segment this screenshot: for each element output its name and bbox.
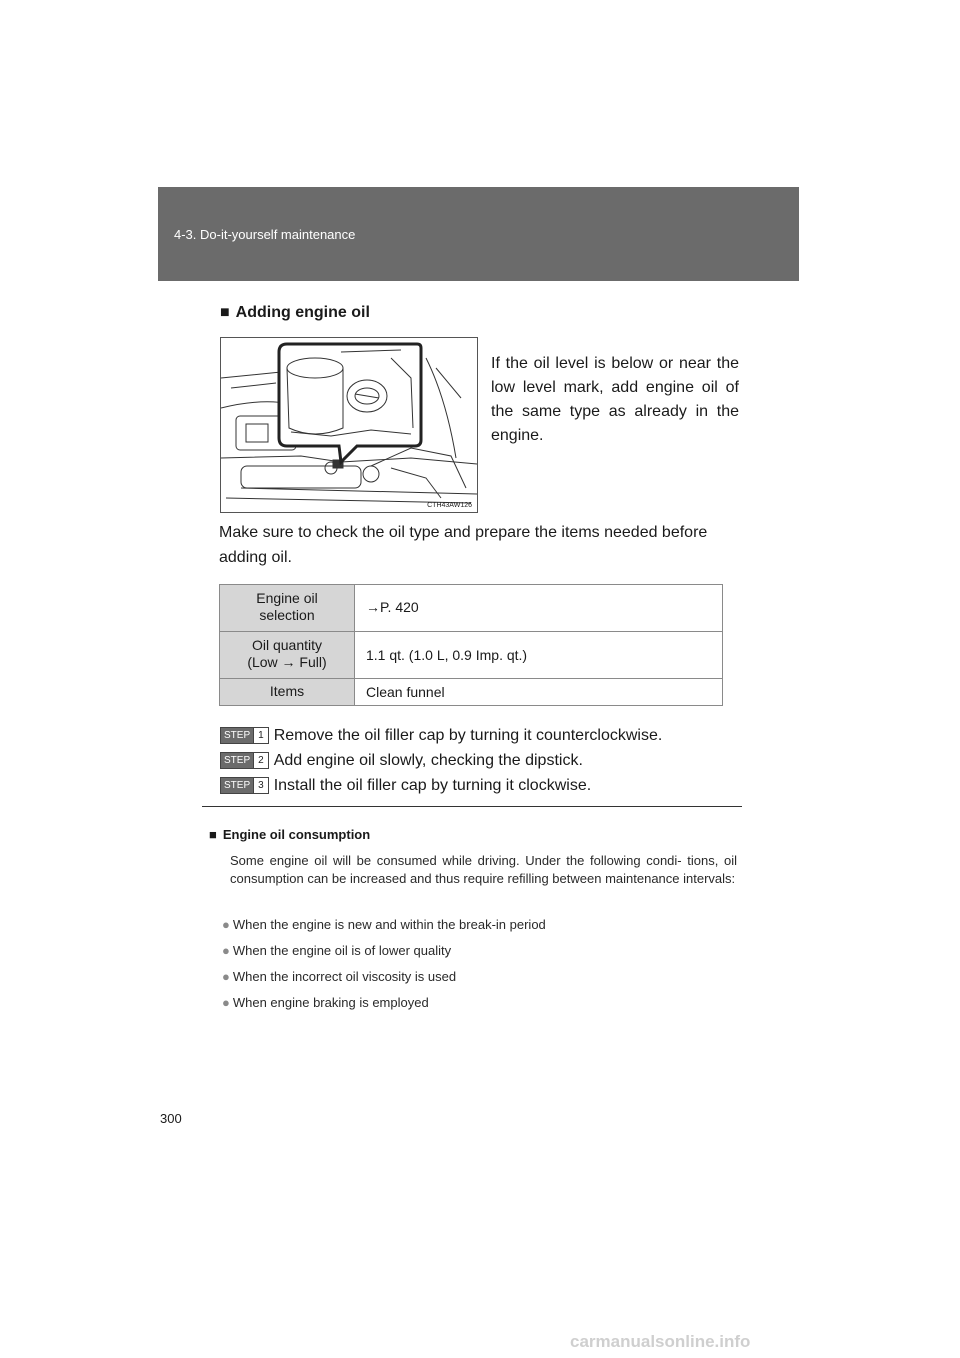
list-item — [222, 995, 429, 1010]
step-badge — [220, 727, 269, 744]
table-row — [220, 585, 723, 632]
engine-illustration — [220, 337, 478, 513]
step-2 — [220, 751, 583, 771]
row-label — [220, 585, 355, 632]
intro-paragraph: If the oil level is below or near the low level mark, add engine oil of the same type as already in the engine. — [491, 355, 739, 444]
engine-bay-drawing — [221, 338, 477, 512]
note-square-icon: ■ — [209, 827, 217, 842]
row-label — [220, 679, 355, 706]
section-divider — [202, 806, 742, 807]
section-header-bar — [158, 187, 799, 281]
instruction-paragraph: Make sure to check the oil type and prepare the items needed before adding oil. — [219, 524, 708, 566]
bullet-text: When engine braking is employed — [232, 995, 429, 1010]
bullet-icon: ● — [222, 943, 230, 958]
page-number: 300 — [160, 1111, 182, 1126]
list-item — [222, 943, 451, 958]
bullet-text: When the engine is new and within the break-in period — [232, 917, 546, 932]
step-badge — [220, 752, 269, 769]
section-title: 4-3. Do-it-yourself maintenance — [174, 227, 356, 242]
bullet-icon: ● — [222, 995, 230, 1010]
watermark: carmanualsonline.info — [570, 1332, 751, 1351]
bullet-icon: ● — [222, 917, 230, 932]
step-number: 2 — [253, 753, 268, 768]
step-word: STEP — [221, 778, 253, 793]
step-badge — [220, 777, 269, 794]
label-line: Engine oil — [256, 590, 318, 606]
table-row — [220, 679, 723, 706]
figure-code: CTH43AW126 — [427, 502, 472, 509]
step-3 — [220, 776, 591, 796]
step-1 — [220, 726, 662, 746]
step-number: 1 — [253, 728, 268, 743]
bullet-text: When the incorrect oil viscosity is used — [232, 969, 457, 984]
step-word: STEP — [221, 728, 253, 743]
row-value: →P. 420 — [355, 585, 723, 632]
label-line: Items — [269, 683, 305, 699]
label-line: (Low → Full) — [247, 654, 327, 670]
heading-square-icon: ■ — [220, 304, 230, 321]
oil-spec-table — [219, 584, 723, 706]
step-text: Remove the oil filler cap by turning it counterclockwise. — [273, 727, 663, 744]
table-row — [220, 632, 723, 679]
bullet-text: When the engine oil is of lower quality — [232, 943, 452, 958]
step-text: Add engine oil slowly, checking the dipstick. — [273, 752, 583, 769]
step-number: 3 — [253, 778, 268, 793]
label-line: selection — [259, 607, 315, 623]
section-heading — [220, 304, 370, 322]
step-text: Install the oil filler cap by turning it clockwise. — [273, 777, 592, 794]
bullet-icon: ● — [222, 969, 230, 984]
list-item — [222, 917, 546, 932]
step-word: STEP — [221, 753, 253, 768]
note-heading — [209, 827, 370, 842]
heading-title: Adding engine oil — [235, 304, 370, 321]
row-value: 1.1 qt. (1.0 L, 0.9 Imp. qt.) — [355, 632, 723, 679]
row-label — [220, 632, 355, 679]
note-title: Engine oil consumption — [222, 827, 371, 842]
label-line: Oil quantity — [251, 637, 323, 653]
row-value: Clean funnel — [355, 679, 723, 706]
list-item — [222, 969, 456, 984]
note-body: Some engine oil will be consumed while driving. Under the following condi- tions, oil consumption can be increased and thus require refilling between maintenance intervals: — [230, 853, 737, 886]
